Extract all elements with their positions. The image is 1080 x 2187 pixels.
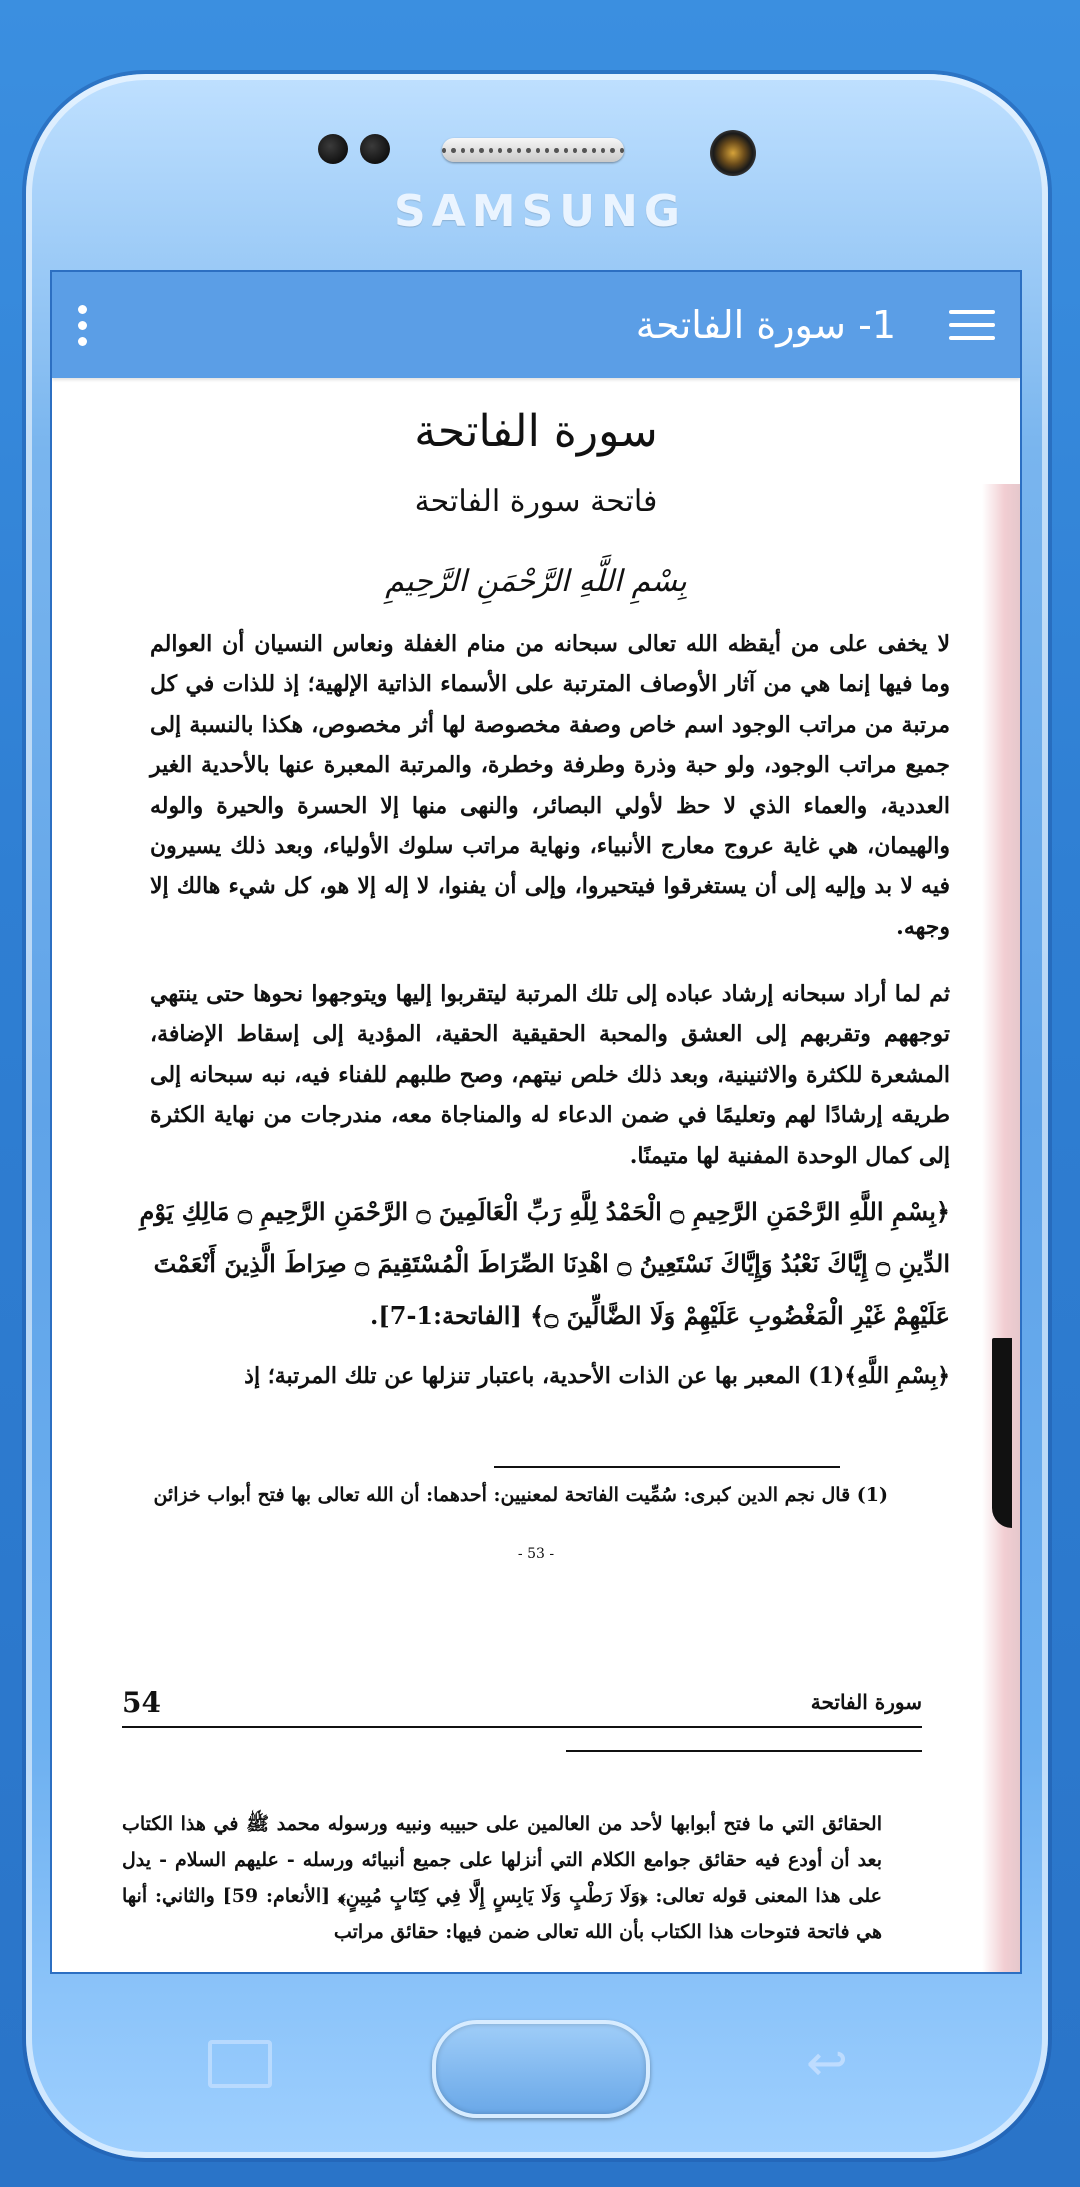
surah-title: سورة الفاتحة: [414, 406, 658, 457]
running-title: سورة الفاتحة: [810, 1690, 922, 1714]
proximity-sensor-icon: [318, 134, 348, 164]
quran-verses: ﴿بِسْمِ اللَّهِ الرَّحْمَنِ الرَّحِيمِ ۝ الْحَمْدُ لِلَّهِ رَبِّ الْعَالَمِينَ ۝ الرَّحْمَنِ الرَّحِيمِ ۝ مَالِكِ يَوْمِ الدِّينِ ۝ إِيَّاكَ نَعْبُدُ وَإِيَّاكَ نَسْتَعِينُ ۝ اهْدِنَا الصِّرَاطَ الْمُسْتَقِيمَ ۝ صِرَاطَ الَّذِينَ أَنْعَمْتَ عَلَيْهِمْ غَيْرِ الْمَغْضُوبِ عَلَيْهِمْ وَلَا الضَّالِّينَ ۝﴾ [الفاتحة:1-7].: [139, 1197, 950, 1330]
page-header: [122, 1678, 922, 1728]
home-button[interactable]: [432, 2020, 650, 2118]
front-camera-icon: [710, 130, 756, 176]
document-page[interactable]: [52, 378, 1020, 1972]
device-screen: [50, 270, 1022, 1974]
footnote-divider: [494, 1466, 840, 1468]
paragraph-2: ثم لما أراد سبحانه إرشاد عباده إلى تلك المرتبة ليتقربوا إليها ويتوجهوا نحوها حتى ينتهي توجههم وتقربهم إلى العشق والمحبة الحقيقية الحقية، المؤدية إلى إسقاط الإضافة، المشعرة للكثرة والاثنينية، وبعد ذلك خلص نيتهم، وصح طلبهم للفناء فيه، نبه سبحانه إلى طريقه إرشادًا لهم وتعليمًا في ضمن الدعاء له والمناجاة معه، مندرجات من نهاية الكثرة إلى كمال الوحدة المفنية لها متيمنًا.: [150, 981, 951, 1169]
header-divider: [566, 1750, 922, 1752]
recent-apps-icon[interactable]: [208, 2040, 272, 2088]
hamburger-menu-icon: [949, 310, 995, 314]
paragraph-1: لا يخفى على من أيقظه الله تعالى سبحانه من منام الغفلة ونعاس النسيان أن العوالم وما فيها إنما هي من آثار الأوصاف المترتبة على الأسماء الذاتية الإلهية؛ إذ للذات في كل مرتبة من مراتب الوجود اسم خاص وصفة مخصوصة لها أثر مخصوص، هكذا بالنسبة إلى جميع مراتب الوجود، ولو حبة وذرة وطرفة وخطرة، والمرتبة المعبرة عنها بالأحدية الغير العددية، والعماء الذي لا حظ لأولي البصائر، والنهى منها إلا الحسرة والحيرة والوله والهيمان، هي غاية عروج معارج الأنبياء، ونهاية مراتب سلوك الأولياء، وبعد ذلك يسيرون فيه لا بد وإليه إلى أن يستغرقوا فيتحيروا، وإلى أن يفنوا، لا إله إلا هو، كل شيء هالك إلا وجهه.: [150, 631, 950, 940]
earpiece-speaker-icon: [442, 138, 624, 162]
app-title: 1- سورة الفاتحة: [635, 303, 896, 347]
page-number-54: 54: [122, 1685, 161, 1719]
scan-ink-artifact: [992, 1338, 1012, 1528]
basmala-calligraphy: بِسْمِ اللَّهِ الرَّحْمَنِ الرَّحِيمِ: [385, 564, 687, 599]
scan-edge-shadow: [982, 484, 1020, 1974]
paragraph-3: الحقائق التي ما فتح أبوابها لأحد من العالمين على حبيبه ونبيه ورسوله محمد ﷺ في هذا الكتاب بعد أن أودع فيه حقائق جوامع الكلام التي أنزلها على جميع أنبيائه ورسله - عليهم السلام - يدل على هذا المعنى قوله تعالى: ﴿وَلَا رَطْبٍ وَلَا يَابِسٍ إِلَّا فِي كِتَابٍ مُبِينٍ﴾ [الأنعام: 59] والثاني: أنها هي فاتحة فتوحات هذا الكتاب بأن الله تعالى ضمن فيها: حقائق مراتب: [122, 1813, 882, 1943]
basmala-commentary: ﴿بِسْمِ اللَّهِ﴾(1) المعبر بها عن الذات الأحدية، باعتبار تنزلها عن تلك المرتبة؛ إذ: [244, 1363, 950, 1389]
overflow-vertical-dots-icon: [78, 305, 87, 314]
footnote: (1) قال نجم الدين كبرى: سُمِّيت الفاتحة لمعنيين: أحدهما: أن الله تعالى بها فتح أبواب خزائن: [153, 1484, 888, 1506]
page-number-53: - 53 -: [517, 1546, 555, 1562]
surah-subtitle: فاتحة سورة الفاتحة: [414, 484, 658, 519]
top-bezel: [0, 0, 1080, 237]
brand-logo: SAMSUNG: [394, 186, 686, 237]
back-icon[interactable]: ↩: [806, 2034, 848, 2092]
overflow-menu-button[interactable]: [52, 272, 112, 378]
app-bar: [52, 272, 1020, 378]
light-sensor-icon: [360, 134, 390, 164]
hamburger-menu-button[interactable]: [924, 272, 1020, 378]
